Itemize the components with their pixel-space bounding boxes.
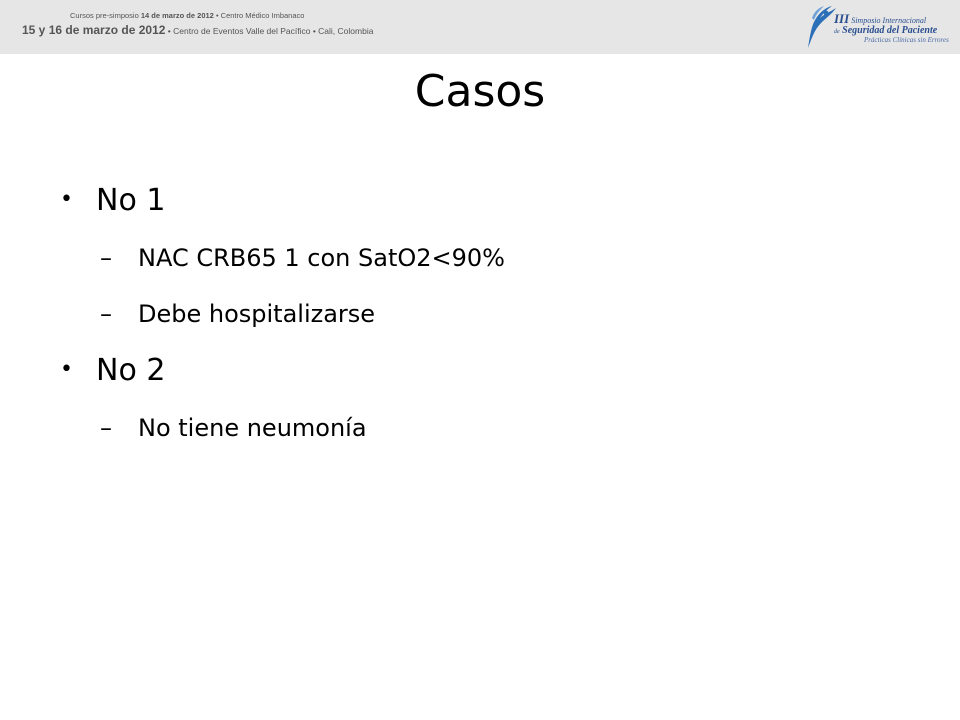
logo-numeral: III bbox=[834, 11, 850, 26]
logo-line-2 bbox=[834, 26, 949, 36]
logo-line-2-text: Seguridad del Paciente bbox=[842, 25, 938, 36]
event-info bbox=[22, 12, 373, 36]
event-line-1-date: 14 de marzo de 2012 bbox=[140, 11, 214, 20]
bullet-dot: • bbox=[60, 357, 73, 382]
event-line-2-date: 15 y 16 de marzo de 2012 bbox=[22, 22, 166, 37]
sub-bullet-text: No tiene neumonía bbox=[138, 414, 367, 442]
event-line-2-suffix: • Centro de Eventos Valle del Pacífico • Cali, Colombia bbox=[167, 25, 374, 36]
event-line-1-prefix: Cursos pre-simposio bbox=[70, 11, 139, 20]
symposium-logo bbox=[802, 4, 949, 50]
sub-bullet-dash: – bbox=[100, 244, 112, 272]
logo-line-1-text: Simposio Internacional bbox=[851, 16, 927, 25]
logo-de: de bbox=[834, 29, 840, 35]
sub-bullet-item bbox=[60, 400, 900, 456]
event-line-1-suffix: • Centro Médico Imbanaco bbox=[215, 11, 305, 20]
sub-bullet-item bbox=[60, 230, 900, 286]
header-band bbox=[0, 0, 960, 54]
sub-bullet-dash: – bbox=[100, 300, 112, 328]
hand-swirl-icon bbox=[802, 4, 838, 50]
logo-text bbox=[834, 12, 949, 44]
bullet-dot: • bbox=[60, 187, 73, 212]
sub-bullet-item bbox=[60, 286, 900, 342]
bullet-text: No 1 bbox=[96, 183, 166, 218]
bullet-text: No 2 bbox=[96, 353, 166, 388]
event-line-1 bbox=[70, 12, 373, 20]
sub-bullet-text: Debe hospitalizarse bbox=[138, 300, 376, 328]
slide-content bbox=[60, 172, 900, 456]
logo-line-1 bbox=[834, 12, 949, 25]
sub-bullet-text: NAC CRB65 1 con SatO2<90% bbox=[138, 244, 505, 272]
slide-title: Casos bbox=[414, 66, 546, 117]
event-line-2 bbox=[22, 24, 373, 36]
sub-bullet-dash: – bbox=[100, 414, 112, 442]
bullet-item bbox=[60, 172, 900, 230]
logo-line-3: Prácticas Clínicas sin Errores bbox=[864, 36, 949, 44]
bullet-item bbox=[60, 342, 900, 400]
